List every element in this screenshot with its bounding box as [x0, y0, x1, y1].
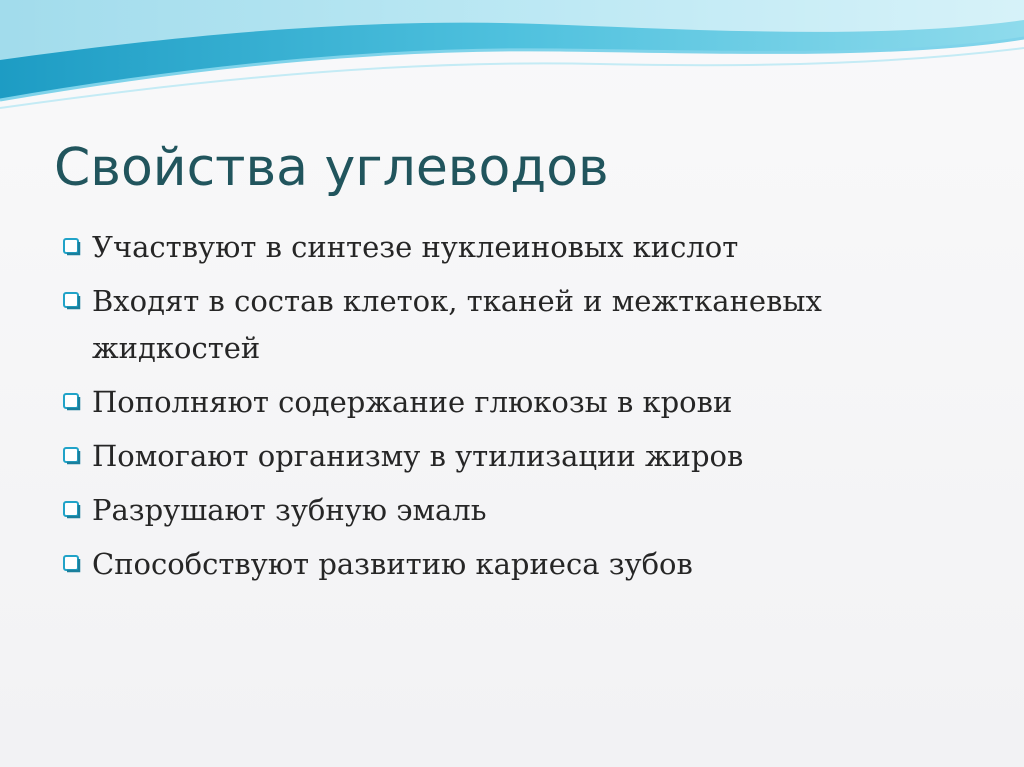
wave-decoration: [0, 0, 1024, 130]
list-item: [62, 278, 962, 372]
hollow-square-bullet-icon: [62, 392, 84, 414]
hollow-square-bullet-icon: [62, 291, 84, 313]
bullet-text: Участвуют в синтезе нуклеиновых кислот: [92, 230, 739, 264]
hollow-square-bullet-icon: [62, 500, 84, 522]
bullet-text: Входят в состав клеток, тканей и межтканевых жидкостей: [92, 284, 822, 365]
list-item: [62, 224, 962, 271]
bullet-text: Помогают организму в утилизации жиров: [92, 439, 744, 473]
list-item: [62, 379, 962, 426]
list-item: [62, 433, 962, 480]
list-item: [62, 487, 962, 534]
bullet-text: Пополняют содержание глюкозы в крови: [92, 385, 733, 419]
bullet-text: Способствуют развитию кариеса зубов: [92, 547, 693, 581]
hollow-square-bullet-icon: [62, 554, 84, 576]
hollow-square-bullet-icon: [62, 237, 84, 259]
hollow-square-bullet-icon: [62, 446, 84, 468]
bullet-list: [62, 224, 962, 595]
list-item: [62, 541, 962, 588]
slide-title: Свойства углеводов: [54, 138, 609, 198]
bullet-text: Разрушают зубную эмаль: [92, 493, 487, 527]
